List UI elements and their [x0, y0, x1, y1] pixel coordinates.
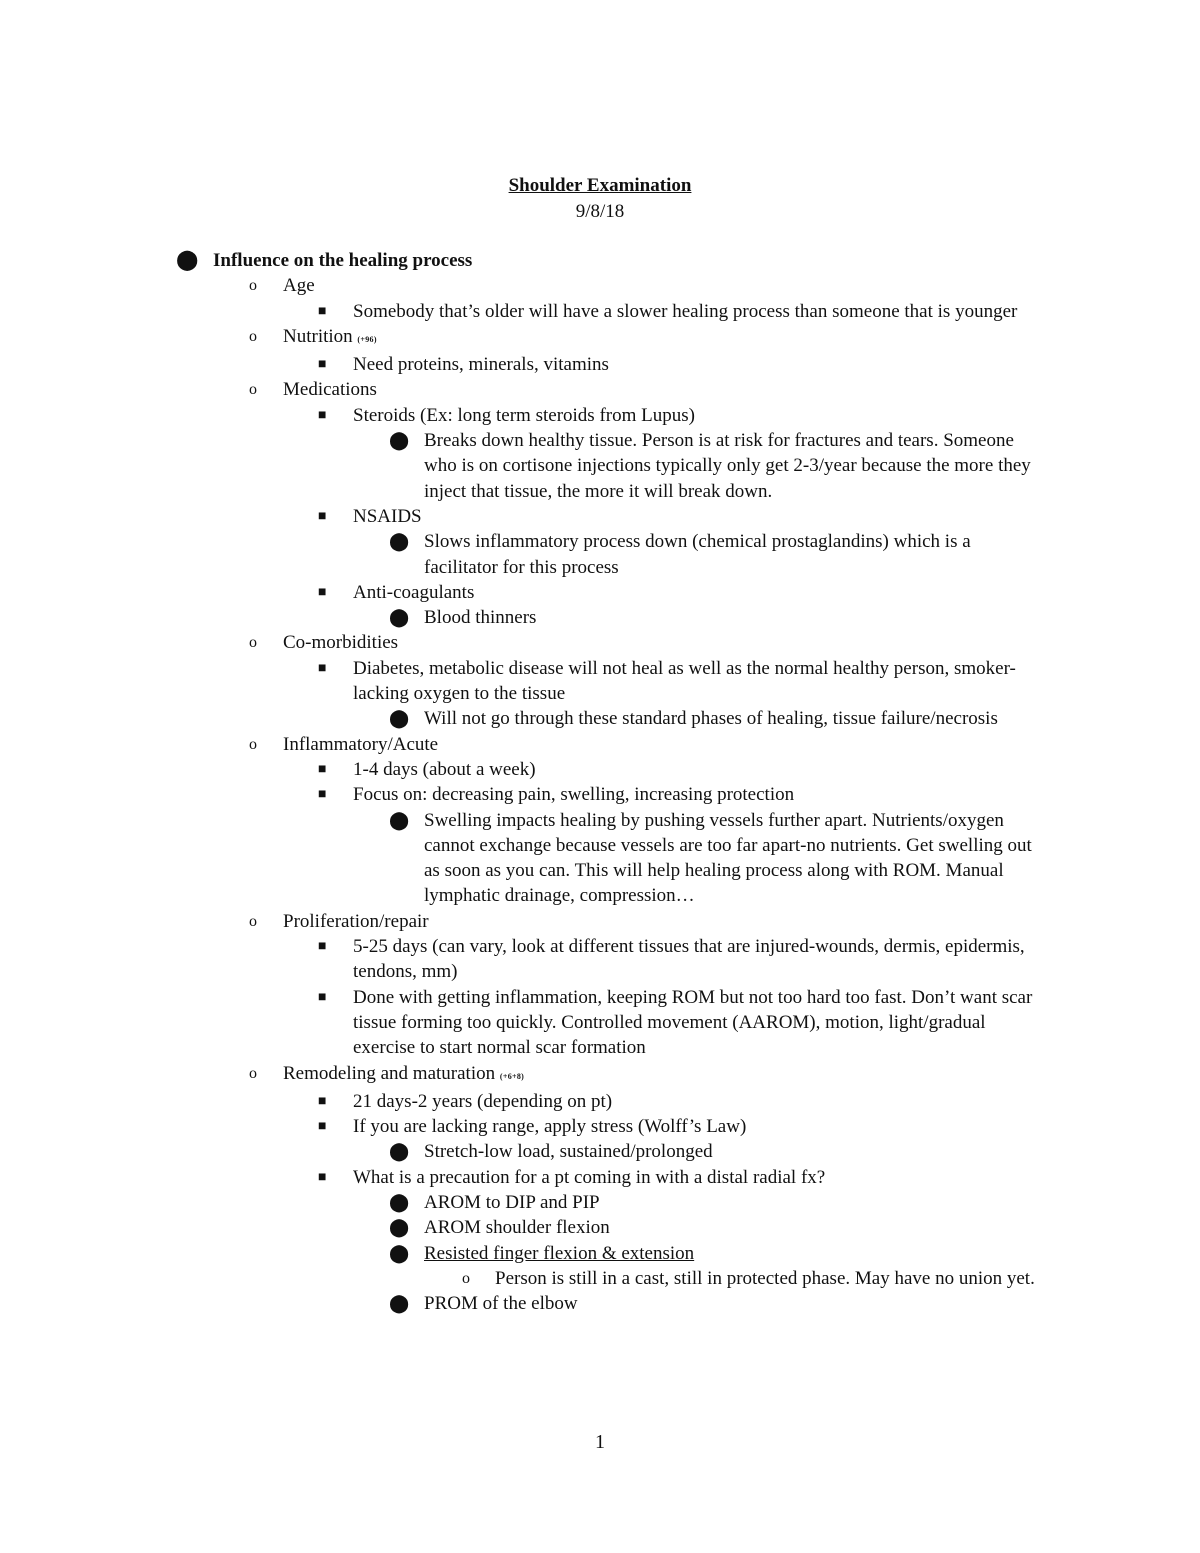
section-heading: Influence on the healing process — [213, 250, 473, 271]
document-title: Shoulder Examination — [508, 175, 692, 196]
document-date: 9/8/18 — [575, 201, 625, 222]
bullet-filled-circle-icon: ⬤ — [389, 1242, 410, 1263]
bullet-hollow-circle-icon: o — [249, 277, 257, 295]
list-item — [0, 934, 1043, 985]
list-item-text: PROM of the elbow — [424, 1293, 578, 1315]
list-item — [0, 1089, 1043, 1114]
bullet-hollow-circle-icon: o — [462, 1269, 470, 1287]
list-item — [0, 1291, 1044, 1316]
list-item-text: Age — [283, 275, 315, 297]
list-item-text: 5-25 days (can vary, look at different tissues that are injured-wounds, dermis, epidermis, tendons, mm) — [353, 936, 1025, 983]
list-item-text: Diabetes, metabolic disease will not heal as well as the normal healthy person, smoker-lacking oxygen to the tissue — [353, 657, 1016, 705]
list-item-text: AROM shoulder flexion — [424, 1217, 610, 1239]
bullet-filled-circle-icon: ⬤ — [176, 249, 199, 271]
list-item — [0, 1190, 1044, 1215]
bullet-filled-circle-icon: ⬤ — [389, 531, 410, 552]
list-item — [0, 909, 1043, 934]
list-item-text: AROM to DIP and PIP — [424, 1191, 600, 1213]
bullet-square-icon: ■ — [318, 660, 327, 676]
list-item — [0, 1241, 1044, 1266]
notes-outline — [0, 248, 1200, 1316]
list-item — [0, 732, 1043, 757]
list-item-text: Will not go through these standard phases of healing, tissue failure/necrosis — [424, 708, 998, 730]
list-item — [0, 1114, 1043, 1139]
bullet-square-icon: ■ — [318, 939, 327, 955]
list-item — [0, 1266, 1035, 1291]
list-item — [0, 1061, 1043, 1089]
bullet-filled-circle-icon: ⬤ — [389, 1293, 410, 1314]
list-item — [0, 706, 1044, 731]
bullet-filled-circle-icon: ⬤ — [389, 607, 410, 628]
list-item-text: 1-4 days (about a week) — [353, 758, 536, 780]
list-item — [0, 656, 1043, 707]
bullet-hollow-circle-icon: o — [249, 1064, 257, 1082]
list-item — [0, 1215, 1044, 1240]
bullet-hollow-circle-icon: o — [249, 634, 257, 652]
list-item — [0, 352, 1043, 377]
list-item-text: Stretch-low load, sustained/prolonged — [424, 1141, 713, 1163]
bullet-square-icon: ■ — [318, 1119, 327, 1135]
list-item-text: Anti-coagulants — [353, 581, 475, 603]
bullet-square-icon: ■ — [318, 787, 327, 803]
list-item — [0, 324, 1043, 352]
list-item-text: Slows inflammatory process down (chemical prostaglandins) which is a facilitator for this process — [424, 531, 971, 578]
bullet-filled-circle-icon: ⬤ — [389, 1141, 410, 1162]
list-item — [0, 782, 1043, 807]
bullet-filled-circle-icon: ⬤ — [389, 1191, 410, 1212]
list-item — [0, 403, 1043, 428]
list-item-text: Somebody that’s older will have a slower healing process than someone that is younger — [353, 300, 1018, 322]
bullet-square-icon: ■ — [318, 761, 327, 777]
bullet-square-icon: ■ — [318, 1169, 327, 1185]
list-item-text: Proliferation/repair — [283, 910, 429, 932]
bullet-filled-circle-icon: ⬤ — [389, 809, 410, 830]
list-item-text-underlined: Resisted finger flexion & extension — [424, 1242, 695, 1264]
list-item — [0, 248, 1043, 273]
list-item-text: Done with getting inflammation, keeping ROM but not too hard too fast. Don’t want scar tissue forming too quickly. Controlled movement (AAROM), motion, light/gradual exercise to start normal scar formation — [353, 986, 1033, 1059]
list-item-text: Inflammatory/Acute — [283, 733, 439, 755]
list-item-text: Person is still in a cast, still in protected phase. May have no union yet. — [495, 1267, 1035, 1289]
list-item — [0, 299, 1043, 324]
bullet-square-icon: ■ — [318, 357, 327, 373]
list-item-text: 21 days-2 years (depending on pt) — [353, 1090, 613, 1112]
list-item — [0, 273, 1043, 298]
bullet-hollow-circle-icon: o — [249, 912, 257, 930]
bullet-square-icon: ■ — [318, 508, 327, 524]
list-item-text: Focus on: decreasing pain, swelling, increasing protection — [353, 784, 795, 806]
list-item-text: Nutrition — [283, 325, 353, 347]
list-item-text: Steroids (Ex: long term steroids from Lupus) — [353, 404, 695, 426]
bullet-square-icon: ■ — [318, 584, 327, 600]
bullet-square-icon: ■ — [318, 407, 327, 423]
list-item-text: Co-morbidities — [283, 632, 399, 654]
bullet-square-icon: ■ — [318, 989, 327, 1005]
list-item-text: If you are lacking range, apply stress (Wolff’s Law) — [353, 1116, 747, 1138]
list-item-text: Medications — [283, 379, 377, 401]
list-item-text: What is a precaution for a pt coming in with a distal radial fx? — [353, 1166, 826, 1188]
list-item-text: Remodeling and maturation — [283, 1062, 496, 1084]
list-item — [0, 428, 1044, 504]
list-item-text: Swelling impacts healing by pushing vessels further apart. Nutrients/oxygen cannot exchange because vessels are too far apart-no nutrients. Get swelling out as soon as you can. This will help healing process along with ROM. Manual lymphatic drainage, compression… — [424, 809, 1032, 907]
bullet-square-icon: ■ — [318, 303, 327, 319]
list-item-text: NSAIDS — [353, 505, 422, 527]
list-item — [0, 377, 1043, 402]
list-item — [0, 580, 1043, 605]
bullet-filled-circle-icon: ⬤ — [389, 708, 410, 729]
bullet-filled-circle-icon: ⬤ — [389, 1217, 410, 1238]
list-item — [0, 1165, 1043, 1190]
list-item — [0, 808, 1044, 909]
list-item — [0, 985, 1043, 1061]
bullet-filled-circle-icon: ⬤ — [389, 430, 410, 451]
list-item-text: Breaks down healthy tissue. Person is at risk for fractures and tears. Someone who is on cortisone injections typically only get 2-3/year because the more they inject that tissue, the more it will break down. — [424, 430, 1031, 502]
list-item-text: Blood thinners — [424, 607, 537, 629]
bullet-hollow-circle-icon: o — [249, 327, 257, 345]
list-item — [0, 504, 1043, 529]
handwritten-note: (+6+8) — [499, 1071, 525, 1081]
list-item — [0, 757, 1043, 782]
list-item — [0, 529, 1044, 580]
page-number: 1 — [595, 1431, 605, 1453]
list-item — [0, 605, 1044, 630]
handwritten-note: (+96) — [357, 334, 377, 344]
bullet-square-icon: ■ — [318, 1093, 327, 1109]
list-item — [0, 630, 1043, 655]
bullet-hollow-circle-icon: o — [249, 381, 257, 399]
bullet-hollow-circle-icon: o — [249, 735, 257, 753]
list-item-text: Need proteins, minerals, vitamins — [353, 354, 609, 376]
list-item — [0, 1139, 1044, 1164]
